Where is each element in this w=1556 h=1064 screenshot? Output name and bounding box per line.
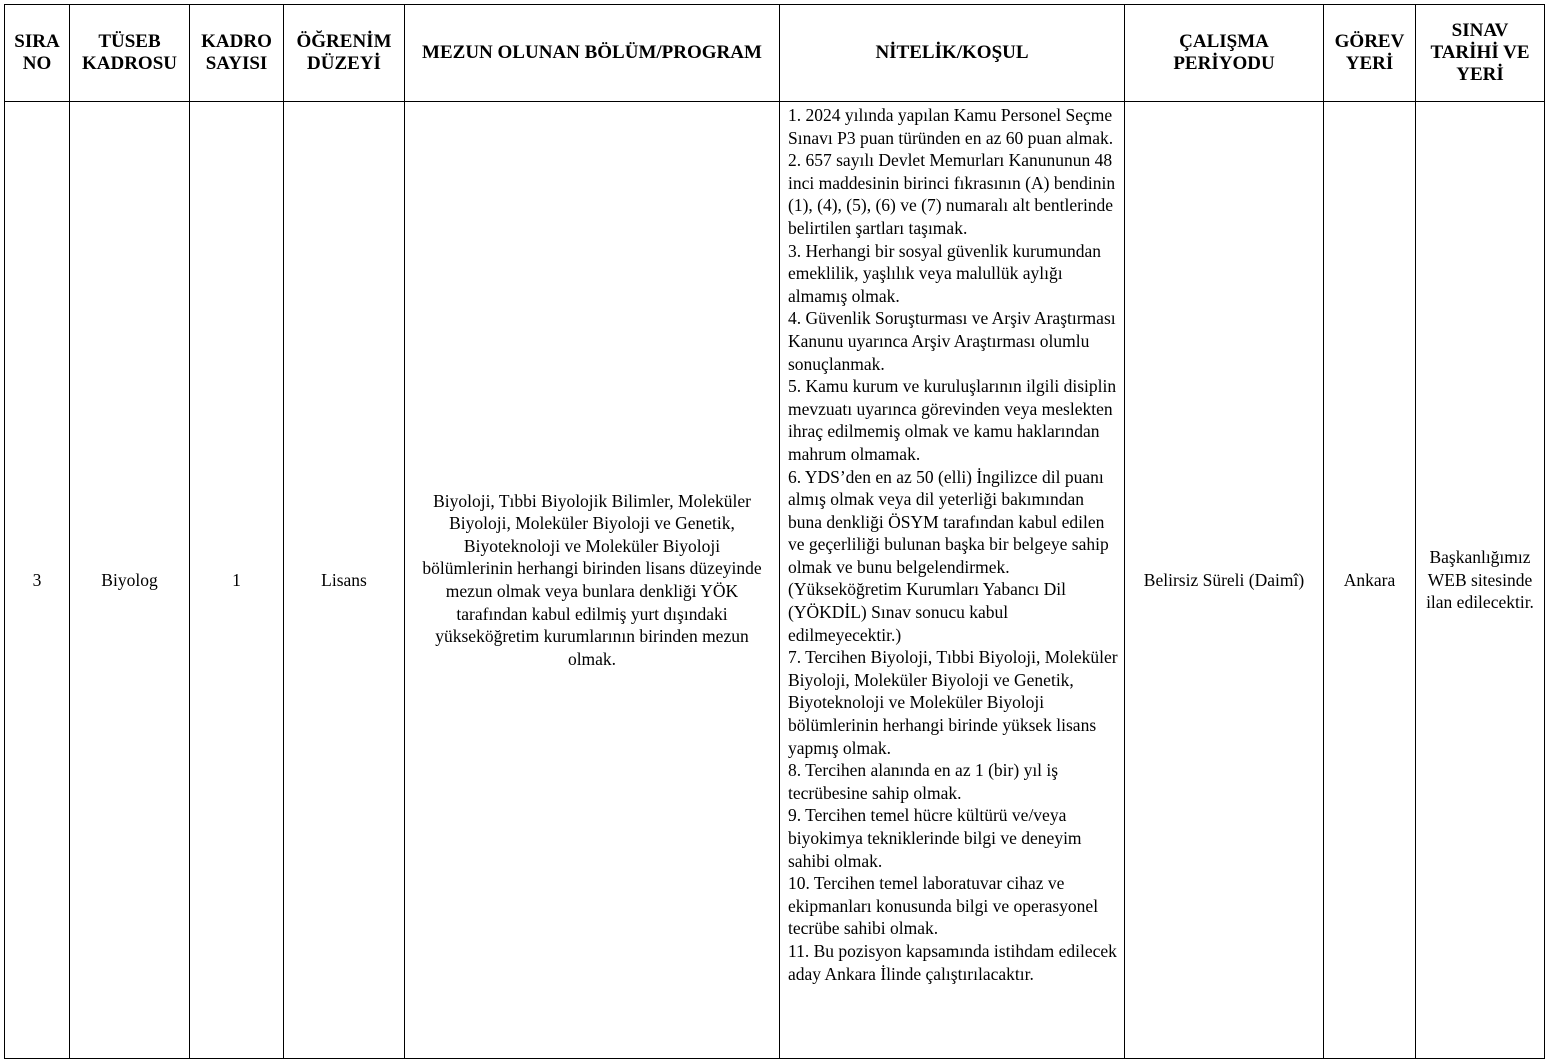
table-row (5, 102, 1545, 1059)
header-mezun-bolum: MEZUN OLUNAN BÖLÜM/PROGRAM (405, 5, 780, 102)
header-sira-no: SIRA NO (5, 5, 70, 102)
requirement-item: 9. Tercihen temel hücre kültürü ve/veya biyokimya tekniklerinde bilgi ve deneyim sahibi olmak. (788, 805, 1082, 871)
header-tuseb-kadrosu: TÜSEB KADROSU (70, 5, 190, 102)
cell-tuseb-kadrosu: Biyolog (70, 102, 190, 1059)
requirement-item: 2. 657 sayılı Devlet Memurları Kanununun 48 inci maddesinin birinci fıkrasının (A) bendinin (1), (4), (5), (6) ve (7) numaralı alt bentlerinde belirtilen şartları taşımak. (788, 150, 1116, 238)
header-nitelik-kosul: NİTELİK/KOŞUL (780, 5, 1125, 102)
header-row (5, 5, 1545, 102)
cell-calisma-periyodu: Belirsiz Süreli (Daimî) (1125, 102, 1324, 1059)
requirement-item: 6. YDS’den en az 50 (elli) İngilizce dil puanı almış olmak veya dil yeterliği bakımından buna denkliği ÖSYM tarafından kabul edilen ve geçerliliği bulunan başka bir belgeye sahip olmak ve bunu belgelendirmek. (Yükseköğretim Kurumları Yabancı Dil (YÖKDİL) Sınav sonucu kabul edilmeyecektir.) (788, 466, 1109, 645)
requirement-item: 4. Güvenlik Soruşturması ve Arşiv Araştırması Kanunu uyarınca Arşiv Araştırması olumlu sonuçlanmak. (788, 308, 1116, 374)
header-gorev-yeri: GÖREV YERİ (1324, 5, 1416, 102)
requirement-item: 10. Tercihen temel laboratuvar cihaz ve ekipmanları konusunda bilgi ve operasyonel tecrübe sahibi olmak. (788, 873, 1099, 939)
header-sinav: SINAV TARİHİ VE YERİ (1416, 5, 1545, 102)
header-kadro-sayisi: KADRO SAYISI (190, 5, 284, 102)
cell-sinav: Başkanlığımız WEB sitesinde ilan edilecektir. (1416, 102, 1545, 1059)
requirement-item: 5. Kamu kurum ve kuruluşlarının ilgili disiplin mevzuatı uyarınca görevinden veya meslekten ihraç edilmemiş olmak ve kamu haklarından mahrum olmamak. (788, 376, 1117, 464)
cell-kadro-sayisi: 1 (190, 102, 284, 1059)
header-ogrenim-duzeyi: ÖĞRENİM DÜZEYİ (284, 5, 405, 102)
requirement-item: 3. Herhangi bir sosyal güvenlik kurumundan emeklilik, yaşlılık veya malullük aylığı almamış olmak. (788, 240, 1102, 306)
cell-sira-no: 3 (5, 102, 70, 1059)
requirement-item: 7. Tercihen Biyoloji, Tıbbi Biyoloji, Moleküler Biyoloji, Moleküler Biyoloji ve Genetik, Biyoteknoloji ve Moleküler Biyoloji bölümlerinin herhangi birinde yüksek lisans yapmış olmak. (788, 647, 1118, 758)
cell-gorev-yeri: Ankara (1324, 102, 1416, 1059)
cell-nitelik-kosul (780, 102, 1125, 1059)
cell-mezun-bolum: Biyoloji, Tıbbi Biyolojik Bilimler, Moleküler Biyoloji, Moleküler Biyoloji ve Genetik, Biyoteknoloji ve Moleküler Biyoloji bölümlerinin herhangi birinden lisans düzeyinde mezun olmak veya bunlara denkliği YÖK tarafından kabul edilmiş yurt dışındaki yükseköğretim kurumlarının birinden mezun olmak. (405, 102, 780, 1059)
requirement-item: 11. Bu pozisyon kapsamında istihdam edilecek aday Ankara İlinde çalıştırılacaktır. (788, 940, 1117, 984)
requirement-item: 8. Tercihen alanında en az 1 (bir) yıl iş tecrübesine sahip olmak. (788, 760, 1059, 803)
header-calisma-periyodu: ÇALIŞMA PERİYODU (1125, 5, 1324, 102)
cell-ogrenim-duzeyi: Lisans (284, 102, 405, 1059)
job-posting-table (4, 4, 1545, 1059)
requirement-item: 1. 2024 yılında yapılan Kamu Personel Seçme Sınavı P3 puan türünden en az 60 puan almak. (788, 105, 1114, 148)
